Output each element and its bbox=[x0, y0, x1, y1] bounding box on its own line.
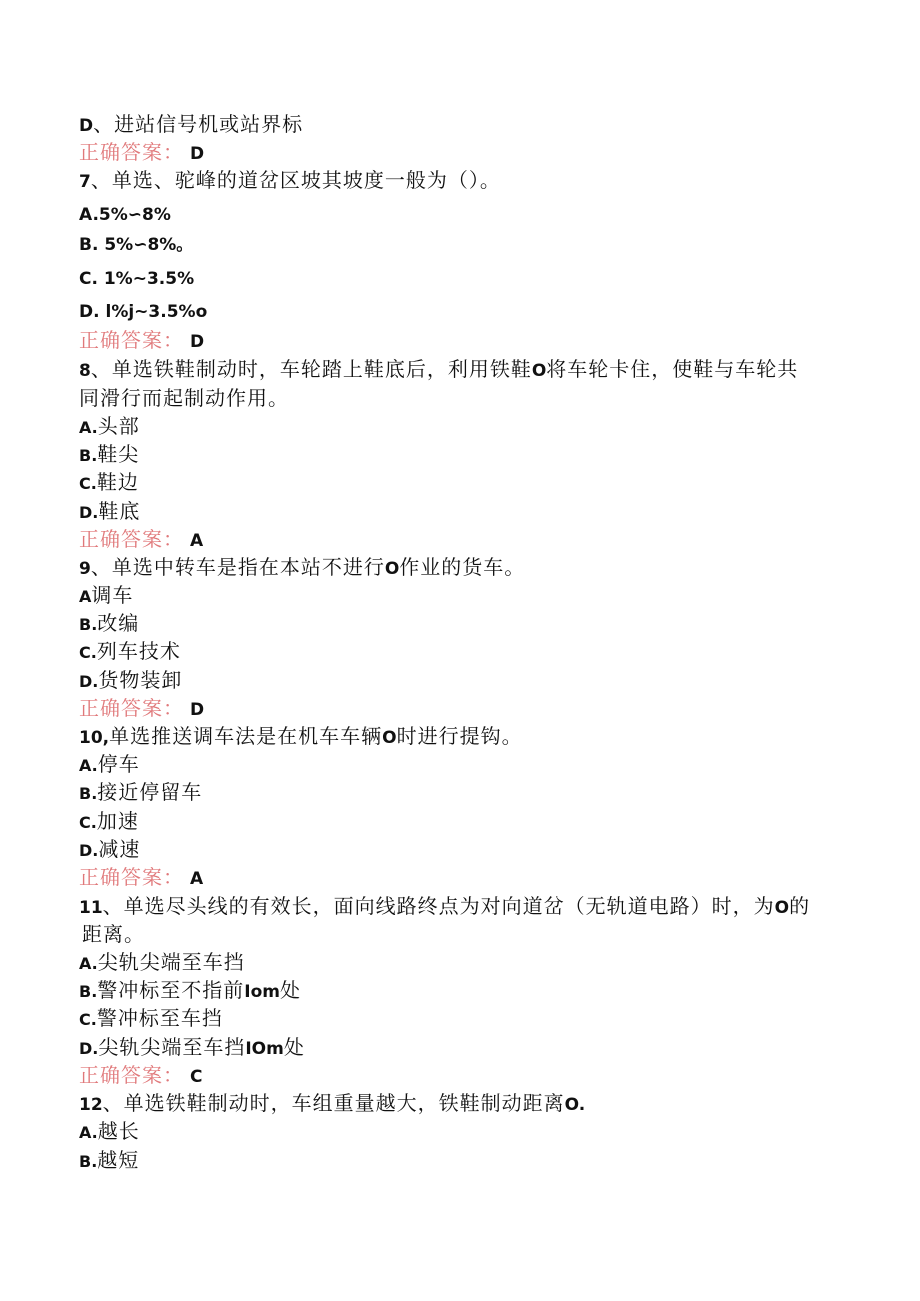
answer-value: D bbox=[190, 332, 206, 352]
question-text: 作业的货车。 bbox=[399, 555, 526, 579]
question-7 bbox=[79, 166, 501, 196]
option-text: 越短 bbox=[97, 1148, 140, 1172]
option-letter: C. bbox=[79, 643, 97, 662]
option-text: B. 5%∽8%。 bbox=[79, 235, 194, 255]
option-text: D. l%j~3.5%o bbox=[79, 302, 208, 322]
option-line bbox=[79, 1117, 140, 1147]
option-text: 鞋底 bbox=[98, 499, 141, 523]
answer-line bbox=[79, 525, 204, 555]
option-text: 警冲标至车挡 bbox=[96, 1006, 223, 1030]
blank-mark: O bbox=[774, 898, 790, 918]
option-letter: D. bbox=[79, 1039, 99, 1058]
answer-label: 正确答案： bbox=[79, 328, 184, 352]
answer-line bbox=[79, 138, 205, 168]
option-line bbox=[79, 750, 140, 780]
option-text: 处 bbox=[283, 1035, 305, 1059]
option-line bbox=[79, 229, 193, 259]
option-letter: D bbox=[79, 116, 94, 136]
answer-line bbox=[79, 863, 204, 893]
option-text: C. 1%~3.5% bbox=[79, 269, 195, 289]
answer-value: A bbox=[190, 869, 205, 889]
option-text: 警冲标至不指前 bbox=[97, 978, 245, 1002]
option-letter: D. bbox=[79, 841, 99, 860]
option-letter: C. bbox=[79, 1010, 97, 1029]
blank-mark: O bbox=[382, 728, 397, 748]
answer-label: 正确答案： bbox=[79, 1063, 184, 1087]
option-letter: A. bbox=[79, 756, 98, 775]
question-text: 同滑行而起制动作用。 bbox=[79, 386, 289, 410]
question-number: 7 bbox=[79, 172, 91, 192]
question-number: 8 bbox=[79, 361, 91, 381]
question-number: 10, bbox=[79, 728, 110, 748]
answer-line bbox=[79, 694, 205, 724]
answer-value: D bbox=[190, 700, 206, 720]
option-line bbox=[79, 807, 139, 837]
question-continuation bbox=[79, 384, 289, 412]
option-text: 货物装卸 bbox=[98, 668, 183, 692]
question-8 bbox=[79, 355, 798, 385]
option-text: 停车 bbox=[97, 752, 140, 776]
option-text: 尖轨尖端至车挡 bbox=[97, 950, 245, 974]
option-text: 、进站信号机或站界标 bbox=[93, 112, 304, 136]
option-line bbox=[79, 110, 303, 140]
option-text: 接近停留车 bbox=[97, 780, 203, 804]
option-text: 头部 bbox=[97, 414, 140, 438]
option-text: A.5%∽8% bbox=[79, 205, 171, 225]
option-letter: A bbox=[79, 587, 92, 606]
option-letter: B. bbox=[79, 615, 98, 634]
question-text: 时进行提钩。 bbox=[396, 724, 523, 748]
option-letter: A. bbox=[79, 1123, 98, 1142]
answer-line bbox=[79, 326, 205, 356]
option-letter: C. bbox=[79, 474, 97, 493]
answer-label: 正确答案： bbox=[79, 696, 184, 720]
option-text: 处 bbox=[280, 978, 301, 1002]
question-text: 、单选铁鞋制动时，车轮踏上鞋底后，利用铁鞋 bbox=[90, 357, 532, 381]
option-text: 减速 bbox=[98, 837, 141, 861]
question-12 bbox=[79, 1089, 585, 1119]
question-number: 11 bbox=[79, 898, 103, 918]
option-line bbox=[79, 666, 182, 696]
option-unit: Iom bbox=[244, 982, 280, 1002]
option-text: 尖轨尖端至车挡 bbox=[98, 1035, 246, 1059]
option-letter: D. bbox=[79, 672, 99, 691]
option-text: 鞋边 bbox=[96, 470, 139, 494]
option-line bbox=[79, 412, 140, 442]
option-letter: A. bbox=[79, 954, 98, 973]
option-line bbox=[79, 1033, 305, 1063]
question-11 bbox=[79, 892, 810, 922]
answer-label: 正确答案： bbox=[79, 527, 184, 551]
option-letter: B. bbox=[79, 784, 98, 803]
option-line bbox=[79, 778, 202, 808]
answer-label: 正确答案： bbox=[79, 865, 184, 889]
question-text: 、单选、驼峰的道岔区坡其坡度一般为（）。 bbox=[90, 168, 501, 192]
option-line bbox=[79, 835, 140, 865]
blank-mark: O bbox=[531, 361, 547, 381]
option-line bbox=[79, 1004, 223, 1034]
option-unit: IOm bbox=[245, 1039, 284, 1059]
blank-mark: O bbox=[384, 559, 400, 579]
option-letter: A. bbox=[79, 418, 98, 437]
question-text: 将车轮卡住，使鞋与车轮共 bbox=[546, 357, 799, 381]
option-line bbox=[79, 296, 207, 326]
option-line bbox=[79, 609, 139, 639]
question-text: 单选推送调车法是在机车车辆 bbox=[109, 724, 383, 748]
option-letter: B. bbox=[79, 982, 98, 1001]
question-text: 距离。 bbox=[82, 922, 145, 946]
answer-value: D bbox=[190, 144, 206, 164]
option-text: 鞋尖 bbox=[97, 442, 140, 466]
question-number: 9 bbox=[79, 559, 91, 579]
question-text: 、单选铁鞋制动时，车组重量越大，铁鞋制动距离 bbox=[102, 1091, 565, 1115]
option-text: 越长 bbox=[97, 1119, 140, 1143]
option-letter: B. bbox=[79, 1152, 98, 1171]
question-10 bbox=[79, 722, 523, 752]
question-continuation bbox=[82, 920, 145, 948]
option-text: 调车 bbox=[91, 583, 134, 607]
question-text: 、单选中转车是指在本站不进行 bbox=[90, 555, 385, 579]
option-text: 改编 bbox=[97, 611, 140, 635]
option-line bbox=[79, 637, 181, 667]
option-text: 加速 bbox=[96, 809, 139, 833]
option-text: 列车技术 bbox=[96, 639, 181, 663]
option-letter: D. bbox=[79, 503, 99, 522]
option-line bbox=[79, 976, 301, 1006]
answer-line bbox=[79, 1061, 203, 1091]
option-line bbox=[79, 497, 140, 527]
option-line bbox=[79, 468, 139, 498]
answer-label: 正确答案： bbox=[79, 140, 184, 164]
option-line bbox=[79, 263, 194, 293]
question-number: 12 bbox=[79, 1095, 103, 1115]
option-line bbox=[79, 581, 133, 611]
option-line bbox=[79, 440, 139, 470]
blank-mark: O. bbox=[564, 1095, 586, 1115]
option-line bbox=[79, 948, 245, 978]
question-text: 、单选尽头线的有效长，面向线路终点为对向道岔（无轨道电路）时，为 bbox=[102, 894, 775, 918]
answer-value: C bbox=[190, 1067, 204, 1087]
question-9 bbox=[79, 553, 525, 583]
option-line bbox=[79, 199, 171, 229]
answer-value: A bbox=[190, 531, 205, 551]
option-letter: B. bbox=[79, 446, 98, 465]
option-line bbox=[79, 1146, 139, 1176]
question-text: 的 bbox=[789, 894, 811, 918]
option-letter: C. bbox=[79, 813, 97, 832]
